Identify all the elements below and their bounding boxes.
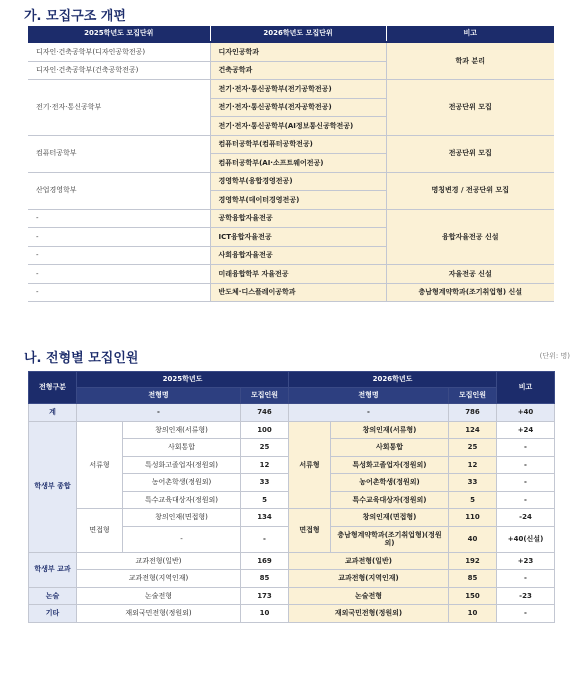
table-row (29, 605, 555, 623)
cell-type-2026: 충남형계약학과(조기취업형)(정원외) (331, 526, 449, 552)
cell-count-2026: 85 (449, 570, 497, 588)
cell-2026: 전기·전자·통신공학부(전자공학전공) (210, 98, 386, 117)
subcategory-myeonjeop-2026: 면접형 (289, 509, 331, 553)
cell-note: +23 (497, 552, 555, 570)
header-category: 전형구분 (29, 372, 77, 404)
cell-2026: 건축공학과 (210, 61, 386, 80)
cell-type-2026: 사회통합 (331, 439, 449, 457)
cell-note: -24 (497, 509, 555, 527)
cell-type-2025: 창의인재(면접형) (123, 509, 241, 527)
cell-count-2025: 746 (241, 404, 289, 422)
cell-note: - (497, 474, 555, 492)
cell-2025: 산업경영학부 (28, 172, 210, 209)
cell-count-2025: 33 (241, 474, 289, 492)
cell-note: +24 (497, 421, 555, 439)
cell-type-2025: - (123, 526, 241, 552)
cell-count-2025: 134 (241, 509, 289, 527)
cell-count-2026: 786 (449, 404, 497, 422)
cell-type-2026: 재외국민전형(정원외) (289, 605, 449, 623)
cell-type-2026: 특수교육대상자(정원외) (331, 491, 449, 509)
cell-note: +40(신설) (497, 526, 555, 552)
cell-count-2025: 85 (241, 570, 289, 588)
cell-note: 명칭변경 / 전공단위 모집 (386, 172, 554, 209)
cell-type-2025: - (77, 404, 241, 422)
unit-label: (단위: 명) (539, 352, 570, 360)
cell-2025: 디자인·건축공학부(건축공학전공) (28, 61, 210, 80)
subcategory-seoryu-2025: 서류형 (77, 421, 123, 509)
header-2026: 2026학년도 (289, 372, 497, 388)
cell-note: - (497, 439, 555, 457)
cell-note: - (497, 605, 555, 623)
cell-2026: 사회융합자율전공 (210, 246, 386, 265)
cell-count-2026: 25 (449, 439, 497, 457)
cell-type-2025: 특성화고졸업자(정원외) (123, 456, 241, 474)
cell-type-2026: 특성화고졸업자(정원외) (331, 456, 449, 474)
subcategory-myeonjeop-2025: 면접형 (77, 509, 123, 553)
header-note: 비고 (386, 26, 554, 42)
table-row (28, 265, 554, 284)
cell-2025: - (28, 265, 210, 284)
cell-type-2026: 농어촌학생(정원외) (331, 474, 449, 492)
total-label: 계 (29, 404, 77, 422)
cell-2026: 반도체·디스플레이공학과 (210, 283, 386, 302)
cell-2026: 디자인공학과 (210, 42, 386, 61)
cell-type-2025: 창의인재(서류형) (123, 421, 241, 439)
cell-count-2026: 5 (449, 491, 497, 509)
cell-note: 전공단위 모집 (386, 80, 554, 136)
category-gita: 기타 (29, 605, 77, 623)
cell-count-2025: 12 (241, 456, 289, 474)
cell-2025: 컴퓨터공학부 (28, 135, 210, 172)
cell-note: - (497, 491, 555, 509)
cell-type-2026: 논술전형 (289, 587, 449, 605)
cell-count-2025: 100 (241, 421, 289, 439)
table-row (28, 42, 554, 61)
cell-type-2025: 교과전형(지역인재) (77, 570, 241, 588)
cell-count-2025: 5 (241, 491, 289, 509)
table-row (28, 172, 554, 191)
cell-note: +40 (497, 404, 555, 422)
cell-count-2026: 150 (449, 587, 497, 605)
cell-2026: ICT융합자율전공 (210, 228, 386, 247)
cell-2025: - (28, 228, 210, 247)
cell-count-2026: 192 (449, 552, 497, 570)
cell-2025: - (28, 283, 210, 302)
header-count-2026: 모집인원 (449, 388, 497, 404)
cell-2026: 컴퓨터공학부(컴퓨터공학전공) (210, 135, 386, 154)
cell-2026: 경영학부(융합경영전공) (210, 172, 386, 191)
table-row (29, 587, 555, 605)
cell-2026: 컴퓨터공학부(AI·소프트웨어전공) (210, 154, 386, 173)
cell-count-2025: 25 (241, 439, 289, 457)
cell-type-2026: 창의인재(면접형) (331, 509, 449, 527)
table-row (28, 283, 554, 302)
cell-2025: 디자인·건축공학부(디자인공학전공) (28, 42, 210, 61)
cell-note: 융합자율전공 신설 (386, 209, 554, 265)
cell-count-2025: 10 (241, 605, 289, 623)
cell-type-2025: 농어촌학생(정원외) (123, 474, 241, 492)
header-count-2025: 모집인원 (241, 388, 289, 404)
cell-type-2026: 창의인재(서류형) (331, 421, 449, 439)
cell-note: 전공단위 모집 (386, 135, 554, 172)
cell-count-2026: 40 (449, 526, 497, 552)
admission-count-table (28, 371, 555, 623)
cell-count-2026: 124 (449, 421, 497, 439)
cell-2025: - (28, 246, 210, 265)
cell-count-2025: 173 (241, 587, 289, 605)
cell-2026: 공학융합자율전공 (210, 209, 386, 228)
table-header-row (29, 372, 555, 388)
cell-count-2025: - (241, 526, 289, 552)
cell-note: - (497, 570, 555, 588)
cell-type-2025: 교과전형(일반) (77, 552, 241, 570)
cell-note: -23 (497, 587, 555, 605)
cell-2026: 미래융합학부 자율전공 (210, 265, 386, 284)
cell-note: 자율전공 신설 (386, 265, 554, 284)
category-gyogwa: 학생부 교과 (29, 552, 77, 587)
cell-2026: 경영학부(데이터경영전공) (210, 191, 386, 210)
header-type-2025: 전형명 (77, 388, 241, 404)
cell-2025: - (28, 209, 210, 228)
header-2025: 2025학년도 (77, 372, 289, 388)
table-row (29, 509, 555, 527)
cell-type-2026: 교과전형(일반) (289, 552, 449, 570)
cell-2025: 전기·전자·통신공학부 (28, 80, 210, 136)
table-row (29, 421, 555, 439)
cell-type-2026: - (289, 404, 449, 422)
cell-count-2025: 169 (241, 552, 289, 570)
table-row (29, 552, 555, 570)
cell-count-2026: 110 (449, 509, 497, 527)
header-note: 비고 (497, 372, 555, 404)
cell-type-2025: 사회통합 (123, 439, 241, 457)
cell-type-2025: 논술전형 (77, 587, 241, 605)
cell-count-2026: 12 (449, 456, 497, 474)
subcategory-seoryu-2026: 서류형 (289, 421, 331, 509)
category-jonghap: 학생부 종합 (29, 421, 77, 552)
cell-count-2026: 10 (449, 605, 497, 623)
total-row (29, 404, 555, 422)
cell-2026: 전기·전자·통신공학부(전기공학전공) (210, 80, 386, 99)
category-nonsul: 논술 (29, 587, 77, 605)
header-type-2026: 전형명 (289, 388, 449, 404)
table-row (29, 570, 555, 588)
restructure-table (28, 26, 554, 302)
cell-count-2026: 33 (449, 474, 497, 492)
table-subheader-row (29, 388, 555, 404)
cell-note: 학과 분리 (386, 42, 554, 80)
cell-type-2025: 재외국민전형(정원외) (77, 605, 241, 623)
section2-title: 나. 전형별 모집인원 (24, 351, 139, 366)
table-header-row (28, 26, 554, 42)
header-2026: 2026학년도 모집단위 (210, 26, 386, 42)
cell-2026: 전기·전자·통신공학부(AI정보통신공학전공) (210, 117, 386, 136)
table-row (28, 209, 554, 228)
header-2025: 2025학년도 모집단위 (28, 26, 210, 42)
section1-title: 가. 모집구조 개편 (24, 9, 126, 24)
table-row (28, 135, 554, 154)
cell-note: 충남형계약학과(조기취업형) 신설 (386, 283, 554, 302)
table-row (28, 80, 554, 99)
cell-type-2025: 특수교육대상자(정원외) (123, 491, 241, 509)
cell-type-2026: 교과전형(지역인재) (289, 570, 449, 588)
cell-note: - (497, 456, 555, 474)
